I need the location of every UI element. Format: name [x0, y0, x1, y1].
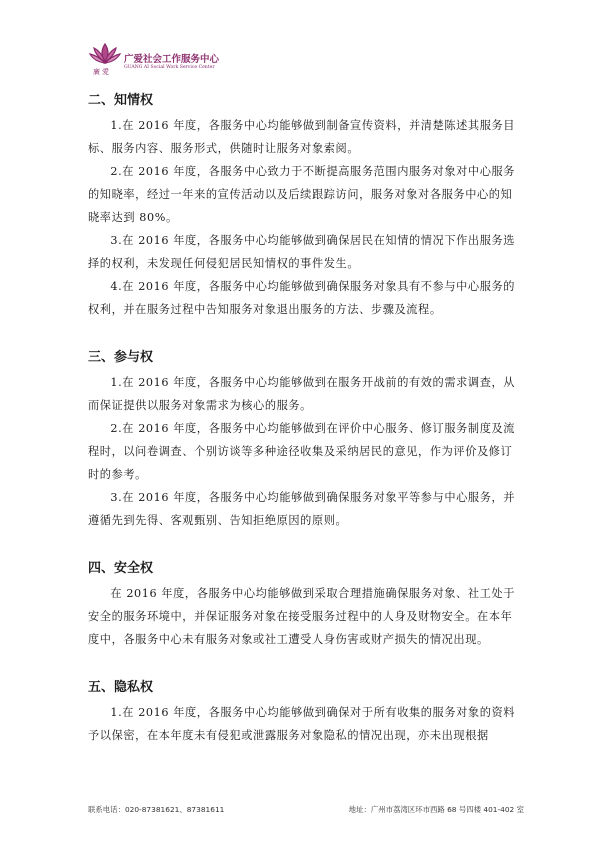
- paragraph: 在 2016 年度，各服务中心均能够做到采取合理措施确保服务对象、社工处于安全的服务环境中，并保证服务对象在接受服务过程中的人身及财物安全。在本年度中，各服务中心未有服务对象或社工遭受人身伤害或财产损失的情况出现。: [88, 587, 515, 646]
- footer-address: 地址：广州市荔湾区环市西路 68 号四楼 401-402 室: [348, 805, 524, 814]
- section-heading: 三、参与权: [88, 350, 154, 365]
- paragraph: 1.在 2016 年度，各服务中心均能够做到制备宣传资料，并清楚陈述其服务目标、服务内容、服务形式，供随时让服务对象索阅。: [88, 119, 516, 155]
- document-body: [88, 88, 524, 747]
- section-heading: 五、隐私权: [88, 680, 154, 695]
- section-right-to-safety: [88, 556, 524, 651]
- paragraph: 4.在 2016 年度，各服务中心均能够做到确保服务对象具有不参与中心服务的权利，并在服务过程中告知服务对象退出服务的方法、步骤及流程。: [88, 280, 516, 316]
- org-name-en: GUANG AI Social Work Service Center: [124, 65, 215, 70]
- logo-text: 廣愛: [93, 68, 111, 76]
- paragraph: 3.在 2016 年度，各服务中心均能够做到确保服务对象平等参与中心服务，并遵循先到先得、客观甄别、告知拒绝原因的原则。: [88, 491, 516, 527]
- paragraph: 1.在 2016 年度，各服务中心均能够做到确保对于所有收集的服务对象的资料予以保密，在本年度未有侵犯或泄露服务对象隐私的情况出现，亦未出现根据: [88, 706, 516, 742]
- paragraph: 1.在 2016 年度，各服务中心均能够做到在服务开战前的有效的需求调查，从而保证提供以服务对象需求为核心的服务。: [88, 376, 516, 412]
- letterhead: [88, 42, 219, 82]
- page-footer: [88, 804, 524, 815]
- section-heading: 四、安全权: [88, 561, 154, 576]
- section-right-to-privacy: [88, 675, 524, 747]
- section-right-to-know: [88, 88, 524, 321]
- footer-phone: 联系电话：020-87381621、87381611: [88, 805, 225, 814]
- paragraph: 2.在 2016 年度，各服务中心均能够做到在评价中心服务、修订服务制度及流程时，以问卷调查、个别访谈等多种途径收集及采纳居民的意见，作为评价及修订时的参考。: [88, 422, 516, 481]
- org-name-cn: 广爱社会工作服务中心: [124, 54, 220, 65]
- organization-name: [124, 54, 219, 71]
- lotus-logo-icon: [88, 42, 122, 82]
- paragraph: 3.在 2016 年度，各服务中心均能够做到确保居民在知情的情况下作出服务选择的权利，未发现任何侵犯居民知情权的事件发生。: [88, 234, 516, 270]
- section-right-to-participate: [88, 345, 524, 532]
- paragraph: 2.在 2016 年度，各服务中心致力于不断提高服务范围内服务对象对中心服务的知晓率，经过一年来的宣传活动以及后续跟踪访问，服务对象对各服务中心的知晓率达到 80%。: [88, 165, 516, 224]
- section-heading: 二、知情权: [88, 93, 154, 108]
